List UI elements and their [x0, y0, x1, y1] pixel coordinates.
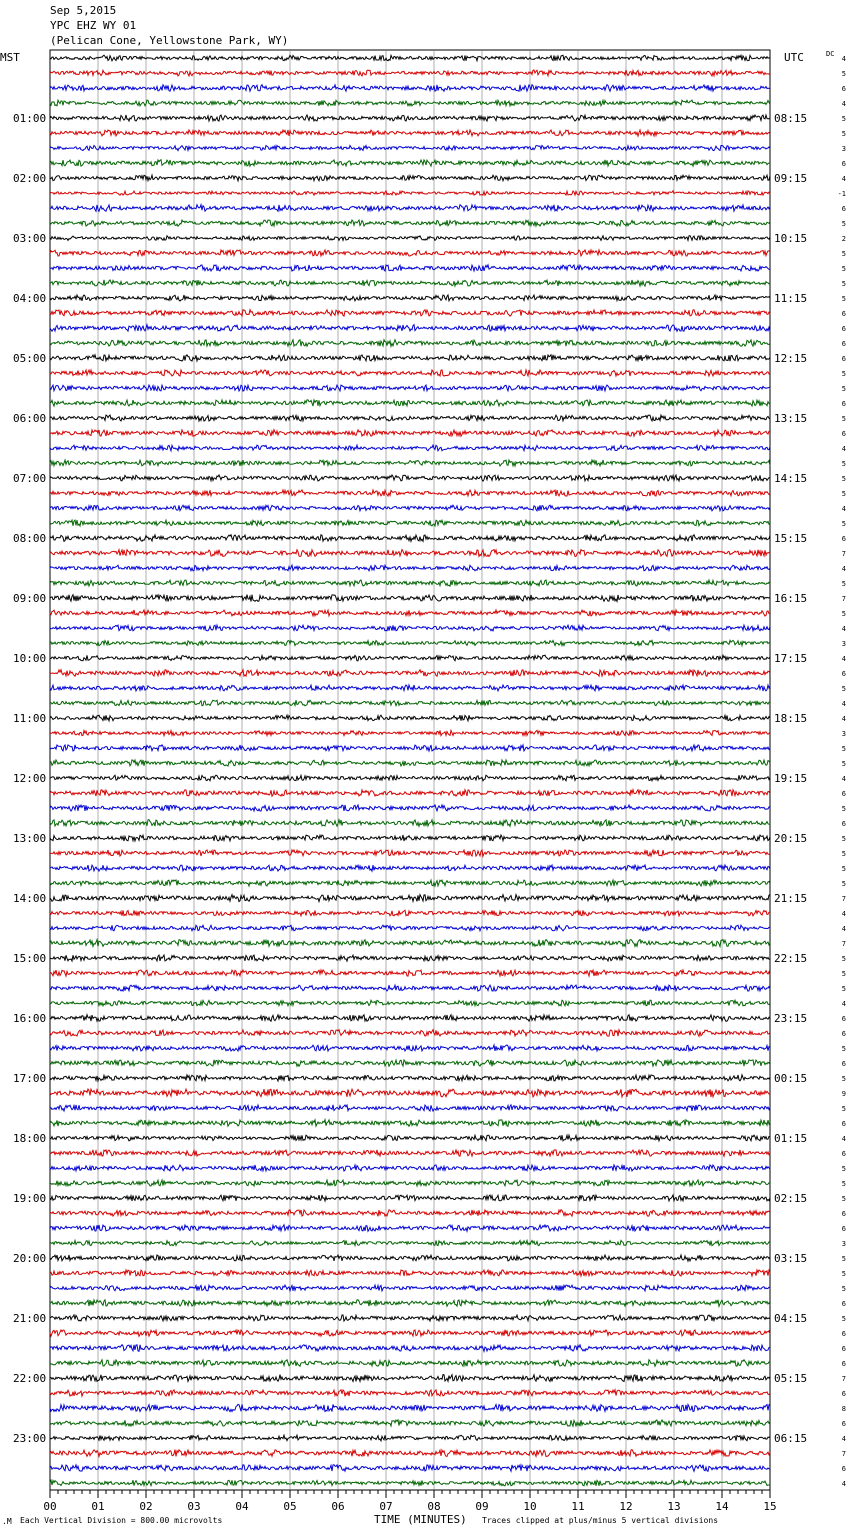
trace-line: [50, 1285, 770, 1291]
dc-offset-label: 5: [841, 955, 846, 963]
trace-line: [50, 460, 770, 466]
dc-offset-label: 3: [841, 640, 846, 648]
dc-offset-label: 5: [841, 850, 846, 858]
utc-hour-label: 08:15: [774, 112, 808, 125]
utc-hour-label: 00:15: [774, 1072, 808, 1085]
utc-hour-label: 17:15: [774, 652, 808, 665]
trace-line: [50, 1180, 770, 1186]
trace-line: [50, 130, 770, 136]
trace-line: [50, 580, 770, 586]
dc-offset-label: 5: [841, 1075, 846, 1083]
trace-line: [50, 1000, 770, 1006]
dc-offset-label: 4: [841, 175, 846, 183]
trace-line: [50, 1315, 770, 1321]
dc-offset-label: 5: [841, 385, 846, 393]
dc-offset-label: 6: [841, 205, 846, 213]
trace-line: [50, 1105, 770, 1111]
date-label: Sep 5,2015: [50, 4, 117, 17]
mst-hour-label: 08:00: [13, 532, 47, 545]
trace-line: [50, 325, 770, 332]
trace-line: [50, 430, 770, 437]
trace-line: [50, 1165, 770, 1171]
trace-line: [50, 910, 770, 916]
trace-line: [50, 640, 770, 645]
dc-offset-label: 3: [841, 1240, 846, 1248]
dc-offset-label: 7: [841, 940, 846, 948]
dc-offset-label: 5: [841, 1270, 846, 1278]
trace-line: [50, 1330, 770, 1337]
utc-hour-label: 20:15: [774, 832, 808, 845]
utc-hour-label: 13:15: [774, 412, 808, 425]
dc-offset-label: 6: [841, 1345, 846, 1353]
dc-offset-label: 5: [841, 880, 846, 888]
dc-offset-label: 5: [841, 1180, 846, 1188]
dc-offset-label: 6: [841, 1015, 846, 1023]
trace-line: [50, 1120, 770, 1127]
trace-line: [50, 970, 770, 976]
mst-hour-label: 05:00: [13, 352, 47, 365]
dc-offset-label: 5: [841, 415, 846, 423]
trace-line: [50, 1195, 770, 1201]
trace-line: [50, 85, 770, 92]
dc-offset-label: 4: [841, 1000, 846, 1008]
trace-line: [50, 400, 770, 407]
dc-offset-label: 6: [841, 325, 846, 333]
utc-hour-label: 11:15: [774, 292, 808, 305]
trace-line: [50, 355, 770, 361]
trace-line: [50, 595, 770, 602]
dc-offset-label: 6: [841, 790, 846, 798]
trace-line: [50, 1210, 770, 1217]
trace-line: [50, 550, 770, 557]
utc-hour-label: 19:15: [774, 772, 808, 785]
footer-right-note: Traces clipped at plus/minus 5 vertical divisions: [482, 1516, 719, 1525]
trace-line: [50, 1075, 770, 1081]
dc-offset-label: 5: [841, 265, 846, 273]
dc-offset-label: 3: [841, 730, 846, 738]
mst-hour-label: 16:00: [13, 1012, 47, 1025]
dc-offset-label: 6: [841, 85, 846, 93]
mst-hour-label: 21:00: [13, 1312, 47, 1325]
x-axis-title: TIME (MINUTES): [374, 1513, 467, 1526]
dc-offset-label: 4: [841, 715, 846, 723]
dc-offset-label: 7: [841, 1450, 846, 1458]
dc-offset-label: 6: [841, 340, 846, 348]
utc-hour-label: 21:15: [774, 892, 808, 905]
x-axis: [43, 1490, 776, 1513]
x-tick-label: 01: [91, 1500, 105, 1513]
x-tick-label: 07: [379, 1500, 393, 1513]
dc-offset-label: 7: [841, 595, 846, 603]
dc-offset-label: 5: [841, 220, 846, 228]
footer-corner-mark: .M: [2, 1517, 12, 1526]
trace-line: [50, 370, 770, 376]
trace-line: [50, 790, 770, 797]
dc-offset-label: 5: [841, 805, 846, 813]
mst-hour-label: 09:00: [13, 592, 47, 605]
mst-hour-label: 03:00: [13, 232, 47, 245]
trace-line: [50, 685, 770, 691]
trace-line: [50, 940, 770, 947]
trace-line: [50, 220, 770, 226]
utc-hour-label: 01:15: [774, 1132, 808, 1145]
dc-offset-label: 6: [841, 160, 846, 168]
mst-hour-labels: [13, 112, 46, 1445]
dc-offset-label: 4: [841, 700, 846, 708]
trace-line: [50, 610, 770, 616]
dc-offset-labels: [838, 55, 846, 1488]
x-tick-label: 15: [763, 1500, 777, 1513]
dc-offset-label: 5: [841, 685, 846, 693]
dc-offset-label: 4: [841, 910, 846, 918]
mst-hour-label: 20:00: [13, 1252, 47, 1265]
station-label: YPC EHZ WY 01: [50, 19, 137, 32]
mst-hour-label: 17:00: [13, 1072, 47, 1085]
dc-offset-label: 5: [841, 1045, 846, 1053]
trace-line: [50, 1420, 770, 1426]
dc-offset-label: 4: [841, 625, 846, 633]
trace-line: [50, 1345, 770, 1352]
mst-hour-label: 02:00: [13, 172, 47, 185]
dc-offset-label: 5: [841, 970, 846, 978]
trace-line: [50, 115, 770, 121]
dc-offset-label: 6: [841, 1060, 846, 1068]
dc-offset-label: 5: [841, 1315, 846, 1323]
trace-line: [50, 880, 770, 886]
trace-line: [50, 175, 770, 181]
dc-offset-label: 9: [841, 1090, 846, 1098]
x-tick-label: 13: [667, 1500, 681, 1513]
trace-line: [50, 1089, 770, 1097]
dc-offset-label: 5: [841, 1105, 846, 1113]
dc-offset-label: 5: [841, 1255, 846, 1263]
trace-line: [50, 1255, 770, 1261]
trace-line: [50, 835, 770, 841]
trace-line: [50, 760, 770, 766]
dc-offset-label: 5: [841, 745, 846, 753]
x-tick-label: 02: [139, 1500, 153, 1513]
dc-offset-label: -1: [837, 190, 846, 198]
location-label: (Pelican Cone, Yellowstone Park, WY): [50, 34, 289, 47]
mst-label: MST: [0, 51, 20, 64]
trace-line: [50, 160, 770, 166]
trace-line: [50, 1480, 770, 1486]
dc-offset-label: 5: [841, 985, 846, 993]
mst-hour-label: 07:00: [13, 472, 47, 485]
dc-offset-label: 6: [841, 670, 846, 678]
trace-line: [50, 745, 770, 751]
trace-line: [50, 191, 770, 195]
dc-offset-label: 6: [841, 1465, 846, 1473]
dc-offset-label: 5: [841, 370, 846, 378]
footer-left-note: Each Vertical Division = 800.00 microvolts: [20, 1516, 223, 1525]
x-tick-label: 05: [283, 1500, 297, 1513]
trace-line: [50, 985, 770, 991]
utc-hour-labels: [774, 112, 807, 1445]
dc-offset-label: 6: [841, 535, 846, 543]
dc-offset-label: 6: [841, 355, 846, 363]
trace-line: [50, 820, 770, 827]
dc-offset-label: 4: [841, 505, 846, 513]
dc-offset-label: 5: [841, 1285, 846, 1293]
trace-line: [50, 1060, 770, 1067]
mst-hour-label: 19:00: [13, 1192, 47, 1205]
utc-hour-label: 14:15: [774, 472, 808, 485]
trace-line: [50, 715, 770, 721]
dc-offset-label: 6: [841, 1120, 846, 1128]
trace-line: [50, 475, 770, 481]
dc-offset-label: 5: [841, 520, 846, 528]
trace-line: [50, 805, 770, 811]
dc-offset-label: 5: [841, 460, 846, 468]
dc-offset-label: 6: [841, 820, 846, 828]
mst-hour-label: 23:00: [13, 1432, 47, 1445]
trace-line: [50, 490, 770, 496]
dc-offset-label: 3: [841, 145, 846, 153]
utc-hour-label: 10:15: [774, 232, 808, 245]
trace-line: [50, 205, 770, 212]
utc-hour-label: 12:15: [774, 352, 808, 365]
dc-offset-label: 4: [841, 1435, 846, 1443]
trace-line: [50, 520, 770, 526]
trace-line: [50, 925, 770, 931]
trace-line: [50, 1360, 770, 1367]
dc-offset-label: 4: [841, 1480, 846, 1488]
x-tick-label: 09: [475, 1500, 489, 1513]
dc-offset-label: 6: [841, 1420, 846, 1428]
trace-line: [50, 1030, 770, 1037]
dc-offset-label: 4: [841, 1135, 846, 1143]
trace-line: [50, 1435, 770, 1441]
dc-offset-label: 5: [841, 280, 846, 288]
utc-hour-label: 04:15: [774, 1312, 808, 1325]
dc-offset-label: 6: [841, 1210, 846, 1218]
mst-hour-label: 04:00: [13, 292, 47, 305]
dc-offset-label: 8: [841, 1405, 846, 1413]
mst-hour-label: 01:00: [13, 112, 47, 125]
trace-line: [50, 700, 770, 706]
dc-offset-label: 4: [841, 775, 846, 783]
trace-line: [50, 850, 770, 856]
trace-line: [50, 895, 770, 902]
trace-line: [50, 1404, 770, 1411]
utc-label: UTC: [784, 51, 804, 64]
trace-line: [50, 1045, 770, 1051]
trace-line: [50, 385, 770, 391]
dc-offset-label: 7: [841, 550, 846, 558]
trace-line: [50, 1450, 770, 1457]
dc-offset-label: 5: [841, 250, 846, 258]
utc-hour-label: 18:15: [774, 712, 808, 725]
dc-offset-label: 6: [841, 1300, 846, 1308]
dc-offset-label: 7: [841, 1375, 846, 1383]
mst-hour-label: 22:00: [13, 1372, 47, 1385]
trace-line: [50, 100, 770, 106]
utc-hour-label: 05:15: [774, 1372, 808, 1385]
trace-line: [50, 1225, 770, 1232]
dc-offset-label: 4: [841, 55, 846, 63]
trace-line: [50, 1390, 770, 1397]
mst-hour-label: 13:00: [13, 832, 47, 845]
dc-offset-label: 2: [841, 235, 846, 243]
dc-offset-label: 5: [841, 70, 846, 78]
x-tick-label: 14: [715, 1500, 729, 1513]
trace-line: [50, 70, 770, 76]
trace-line: [50, 445, 770, 451]
dc-offset-label: 4: [841, 445, 846, 453]
dc-offset-label: 6: [841, 1330, 846, 1338]
utc-hour-label: 15:15: [774, 532, 808, 545]
trace-line: [50, 340, 770, 347]
trace-line: [50, 730, 770, 735]
mst-hour-label: 18:00: [13, 1132, 47, 1145]
trace-line: [50, 655, 770, 661]
utc-hour-label: 02:15: [774, 1192, 808, 1205]
trace-line: [50, 775, 770, 781]
trace-line: [50, 280, 770, 286]
dc-offset-label: 4: [841, 925, 846, 933]
mst-hour-label: 11:00: [13, 712, 47, 725]
mst-hour-label: 12:00: [13, 772, 47, 785]
trace-line: [50, 535, 770, 542]
dc-offset-label: 5: [841, 760, 846, 768]
dc-offset-label: 5: [841, 490, 846, 498]
trace-line: [50, 625, 770, 631]
mst-hour-label: 06:00: [13, 412, 47, 425]
utc-hour-label: 09:15: [774, 172, 808, 185]
x-tick-label: 08: [427, 1500, 441, 1513]
dc-offset-label: 5: [841, 475, 846, 483]
trace-line: [50, 505, 770, 511]
dc-offset-label: 4: [841, 100, 846, 108]
dc-offset-label: 5: [841, 1195, 846, 1203]
dc-offset-label: 5: [841, 610, 846, 618]
x-tick-label: 06: [331, 1500, 345, 1513]
dc-offset-label: 5: [841, 295, 846, 303]
dc-header-label: DC: [826, 50, 835, 58]
dc-offset-label: 6: [841, 310, 846, 318]
mst-hour-label: 14:00: [13, 892, 47, 905]
trace-line: [50, 955, 770, 961]
x-tick-label: 04: [235, 1500, 249, 1513]
dc-offset-label: 5: [841, 115, 846, 123]
trace-line: [50, 295, 770, 301]
trace-line: [50, 1015, 770, 1022]
utc-hour-label: 16:15: [774, 592, 808, 605]
x-tick-label: 03: [187, 1500, 201, 1513]
dc-offset-label: 5: [841, 130, 846, 138]
dc-offset-label: 6: [841, 1150, 846, 1158]
trace-line: [50, 265, 770, 271]
dc-offset-label: 5: [841, 835, 846, 843]
trace-line: [50, 565, 770, 571]
trace-line: [50, 1465, 770, 1472]
trace-line: [50, 236, 770, 241]
trace-line: [50, 670, 770, 676]
utc-hour-label: 23:15: [774, 1012, 808, 1025]
dc-offset-label: 5: [841, 580, 846, 588]
trace-line: [50, 1300, 770, 1307]
mst-hour-label: 10:00: [13, 652, 47, 665]
trace-line: [50, 1150, 770, 1156]
dc-offset-label: 4: [841, 565, 846, 573]
utc-hour-label: 06:15: [774, 1432, 808, 1445]
dc-offset-label: 6: [841, 1030, 846, 1038]
dc-offset-label: 6: [841, 1225, 846, 1233]
dc-offset-label: 6: [841, 1390, 846, 1398]
utc-hour-label: 03:15: [774, 1252, 808, 1265]
trace-line: [50, 1375, 770, 1382]
x-tick-label: 00: [43, 1500, 57, 1513]
x-tick-label: 10: [523, 1500, 537, 1513]
trace-line: [50, 1270, 770, 1276]
trace-line: [50, 1135, 770, 1141]
mst-hour-label: 15:00: [13, 952, 47, 965]
traces: [50, 55, 770, 1486]
trace-line: [50, 1241, 770, 1246]
dc-offset-label: 5: [841, 865, 846, 873]
dc-offset-label: 4: [841, 655, 846, 663]
dc-offset-label: 5: [841, 1165, 846, 1173]
x-tick-label: 11: [571, 1500, 585, 1513]
trace-line: [50, 865, 770, 871]
dc-offset-label: 6: [841, 1360, 846, 1368]
dc-offset-label: 6: [841, 400, 846, 408]
x-tick-label: 12: [619, 1500, 633, 1513]
trace-line: [50, 415, 770, 421]
dc-offset-label: 6: [841, 430, 846, 438]
trace-line: [50, 146, 770, 151]
dc-offset-label: 7: [841, 895, 846, 903]
trace-line: [50, 310, 770, 316]
utc-hour-label: 22:15: [774, 952, 808, 965]
trace-line: [50, 55, 770, 61]
trace-line: [50, 250, 770, 256]
